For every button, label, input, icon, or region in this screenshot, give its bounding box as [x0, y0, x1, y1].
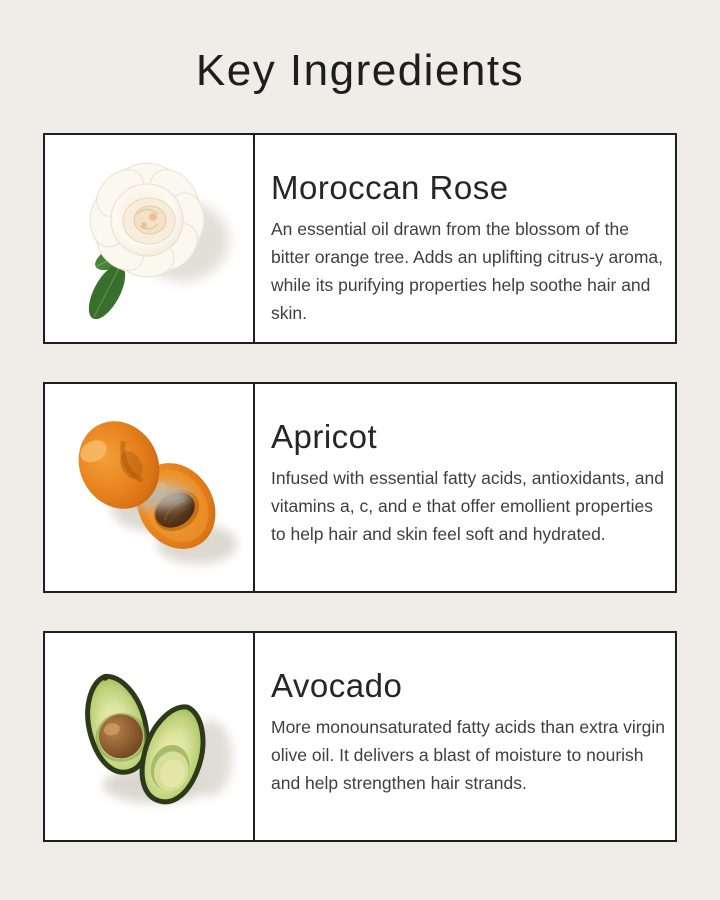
white-rose-icon: [45, 135, 253, 342]
rose-text-cell: [255, 135, 675, 342]
ingredient-name: Moroccan Rose: [271, 168, 509, 206]
ingredient-name: Avocado: [271, 666, 403, 704]
ingredient-card-avocado: [43, 631, 677, 842]
rose-image-cell: [45, 135, 255, 342]
ingredient-card-list: [0, 133, 720, 842]
ingredient-card-apricot: [43, 382, 677, 593]
ingredient-description: An essential oil drawn from the blossom of the bitter orange tree. Adds an uplifting citrus-y aroma, while its purifying properties help soothe hair and skin.: [271, 219, 664, 324]
avocado-text-cell: [255, 633, 675, 840]
apricot-image-cell: [45, 384, 255, 591]
ingredient-description: More monounsaturated fatty acids than extra virgin olive oil. It delivers a blast of moisture to nourish and help strengthen hair strands.: [271, 717, 665, 794]
ingredient-card-moroccan-rose: [43, 133, 677, 344]
page-title: Key Ingredients: [195, 46, 525, 95]
ingredient-description: Infused with essential fatty acids, antioxidants, and vitamins a, c, and e that offer emollient properties to help hair and skin feel soft and hydrated.: [271, 468, 665, 545]
ingredient-name: Apricot: [271, 417, 378, 455]
apricot-text-cell: [255, 384, 675, 591]
apricot-halves-icon: [45, 384, 253, 591]
avocado-image-cell: [45, 633, 255, 840]
avocado-halves-icon: [45, 633, 253, 840]
